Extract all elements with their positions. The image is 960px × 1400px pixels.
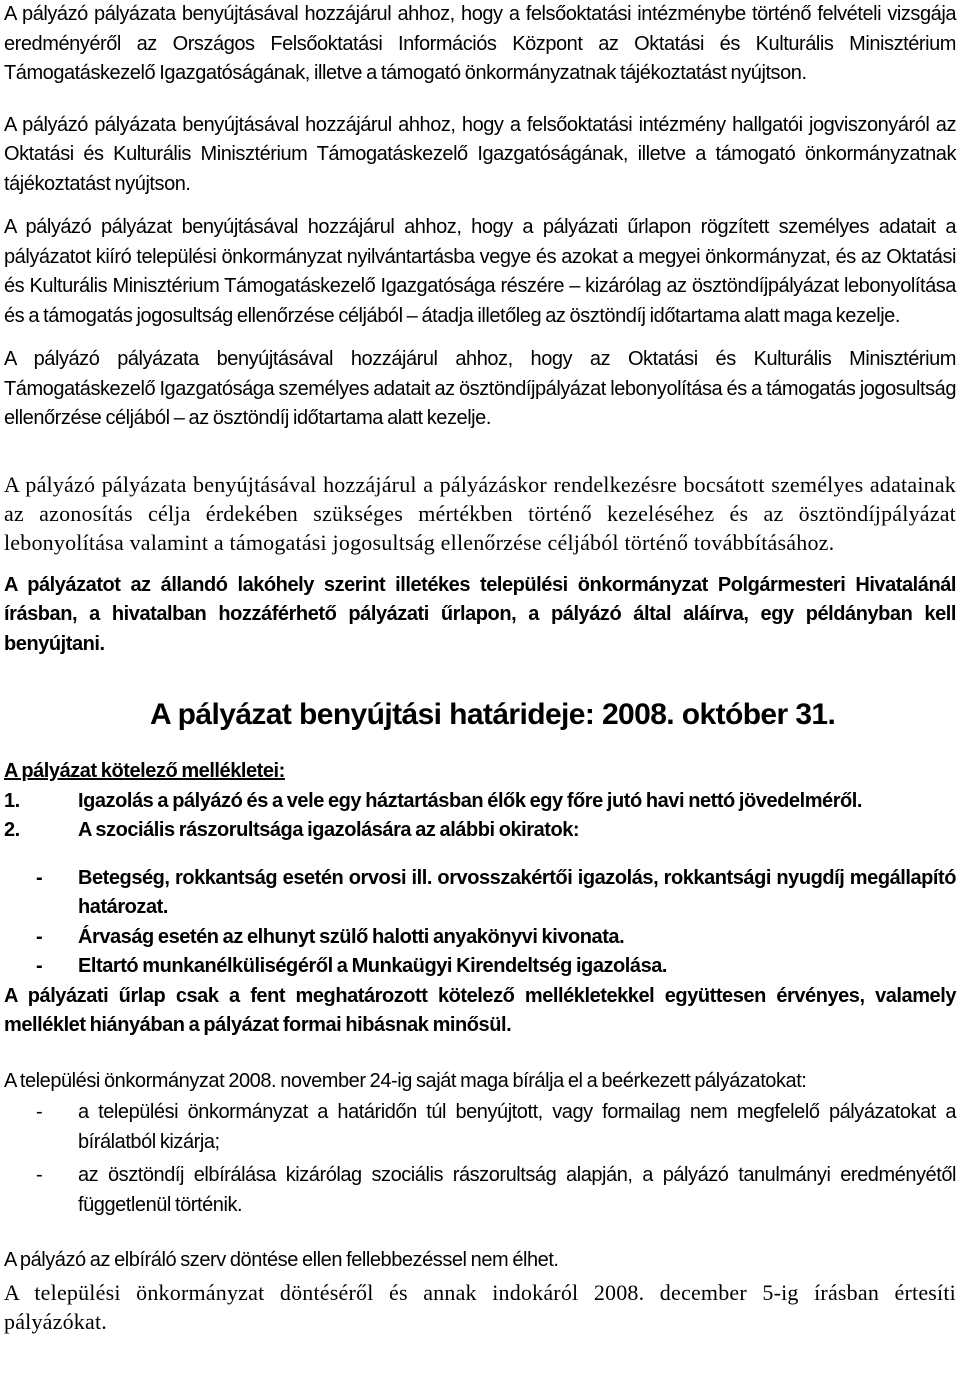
- paragraph-submission-instructions: A pályázatot az állandó lakóhely szerint illetékes települési önkormányzat Polgármesteri Hivatalánál írásban, a hivatalban hozzáférhető pályázati űrlapon, a pályázó által aláírva, egy példányban kell benyújtani.: [4, 573, 956, 655]
- list-item-text: Eltartó munkanélküliségéről a Munkaügyi Kirendeltség igazolása.: [78, 955, 668, 977]
- list-item-text: a települési önkormányzat a határidőn túl benyújtott, vagy formailag nem megfelelő pályázatokat a bírálatból kizárja;: [78, 1101, 956, 1153]
- list-dash: -: [36, 1164, 43, 1186]
- list-item: [4, 864, 956, 923]
- list-item-text: Igazolás a pályázó és a vele egy háztartásban élők egy főre jutó havi nettó jövedelméről.: [78, 789, 863, 812]
- list-dash: -: [36, 866, 43, 889]
- list-item-text: az ösztöndíj elbírálása kizárólag szociális rászorultság alapján, a pályázó tanulmányi eredményétől függetlenül történik.: [78, 1164, 956, 1216]
- paragraph-no-appeal: A pályázó az elbíráló szerv döntése ellen fellebbezéssel nem élhet.: [4, 1249, 559, 1271]
- list-dash: -: [36, 1101, 43, 1123]
- paragraph-evaluation-intro: A települési önkormányzat 2008. november 24-ig saját maga bírálja el a beérkezett pályázatokat:: [4, 1069, 807, 1092]
- list-item: [4, 923, 956, 953]
- documents-sublist: [4, 864, 956, 982]
- list-dash: -: [36, 955, 43, 977]
- paragraph-ministry-data-consent: A pályázó pályázata benyújtásával hozzájárul ahhoz, hogy az Oktatási és Kulturális Minisztérium Támogatáskezelő Igazgatósága személyes adatait az ösztöndíjpályázat lebonyolítása és a támogatás jogosultság ellenőrzése céljából – az ösztöndíj időtartama alatt kezelje.: [4, 348, 956, 429]
- attachments-list: [4, 787, 956, 846]
- list-item: [4, 952, 956, 982]
- attachments-heading: A pályázat kötelező mellékletei:: [4, 760, 285, 782]
- list-item: [4, 787, 956, 817]
- paragraph-admission-consent: A pályázó pályázata benyújtásával hozzájárul ahhoz, hogy a felsőoktatási intézménybe történő felvételi vizsgája eredményéről az Országos Felsőoktatási Információs Központ az Oktatási és Kulturális Minisztérium Támogatáskezelő Igazgatóságának, illetve a támogató önkormányzatnak tájékoztatást nyújtson.: [4, 3, 956, 84]
- paragraph-form-validity: A pályázati űrlap csak a fent meghatározott kötelező mellékletekkel együttesen érvényes, valamely melléklet hiányában a pályázat formai hibásnak minősül.: [4, 984, 956, 1036]
- list-item: [4, 1161, 956, 1220]
- list-dash: -: [36, 925, 43, 948]
- paragraph-personal-data-consent: A pályázó pályázat benyújtásával hozzájárul ahhoz, hogy a pályázati űrlapon rögzített személyes adatait a pályázatot kiíró települési önkormányzat nyilvántartásba vegye és azokat a megyei önkormányzat, és az Oktatási és Kulturális Minisztérium Támogatáskezelő Igazgatósága részére – kizárólag az ösztöndíjpályázat lebonyolítása és a támogatás jogosultság ellenőrzése céljából – átadja illetőleg az ösztöndíj időtartama alatt maga kezelje.: [4, 216, 956, 327]
- list-item: [4, 1098, 956, 1157]
- evaluation-list: [4, 1098, 956, 1220]
- paragraph-decision-notice: A települési önkormányzat döntéséről és annak indokáról 2008. december 5-ig írásban értesíti pályázókat.: [4, 1279, 956, 1334]
- list-number: 2.: [4, 819, 20, 841]
- list-item-text: Betegség, rokkantság esetén orvosi ill. orvosszakértői igazolás, rokkantsági nyugdíj megállapító határozat.: [78, 866, 956, 918]
- list-item-text: A szociális rászorultsága igazolására az alábbi okiratok:: [78, 819, 580, 841]
- list-item-text: Árvaság esetén az elhunyt szülő halotti anyakönyvi kivonata.: [78, 925, 625, 948]
- deadline-heading: A pályázat benyújtási határideje: 2008. október 31.: [150, 698, 836, 731]
- list-item: [4, 816, 956, 846]
- paragraph-identification-consent: A pályázó pályázata benyújtásával hozzájárul a pályázáskor rendelkezésre bocsátott személyes adatainak az azonosítás célja érdekében szükséges mértékben történő kezeléséhez és az ösztöndíjpályázat lebonyolítása valamint a támogatási jogosultság ellenőrzése céljából történő továbbításához.: [4, 471, 956, 555]
- paragraph-student-status-consent: A pályázó pályázata benyújtásával hozzájárul ahhoz, hogy a felsőoktatási intézmény hallgatói jogviszonyáról az Oktatási és Kulturális Minisztérium Támogatáskezelő Igazgatóságának, illetve a támogató önkormányzatnak tájékoztatást nyújtson.: [4, 113, 956, 195]
- list-number: 1.: [4, 789, 20, 812]
- document-page: [4, 0, 956, 1336]
